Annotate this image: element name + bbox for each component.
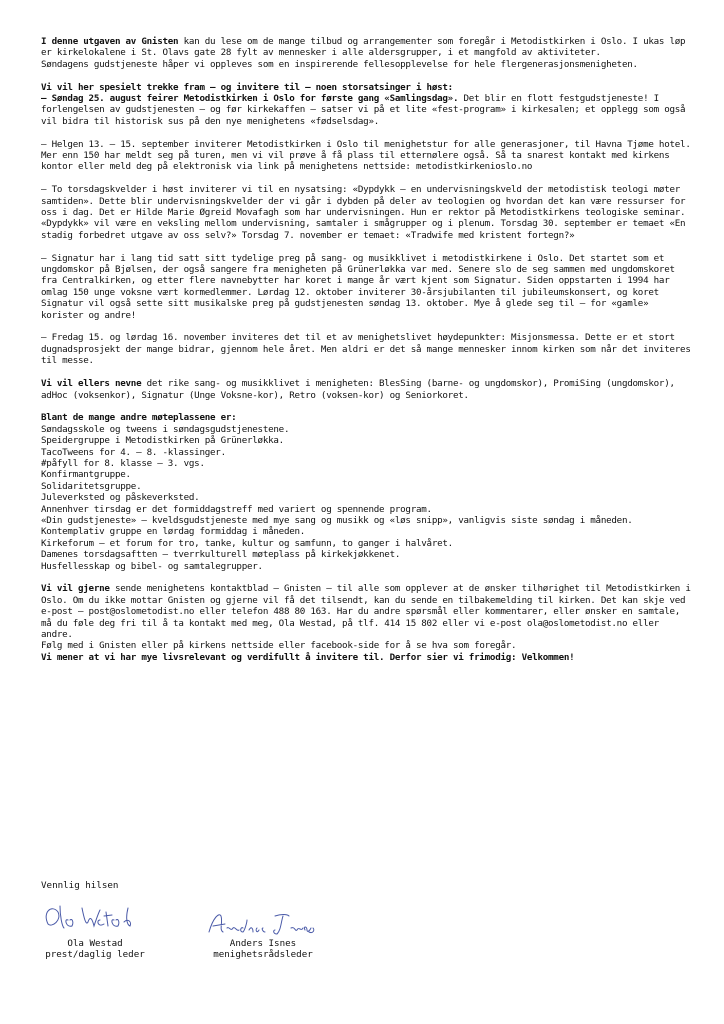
intro-text: kan du lese om de mange tilbud og arrangementer som foregår i Metodistkirken i Oslo. I ukas løp er kirkelokalene i St. Olavs gate 28 fylt av mennesker i alle aldersgrupper, i et mangfold av aktiviteter.: [41, 36, 686, 59]
music-lead: Vi vil ellers nevne: [41, 378, 142, 390]
signature-image-1: [40, 898, 150, 938]
signature-block-2: [198, 908, 328, 961]
meeting-item: Søndagsskole og tweens i søndagsgudstjenestene.: [41, 423, 290, 435]
signer-1-name: Ola Westad: [67, 938, 123, 949]
meeting-item: Konfirmantgruppe.: [41, 469, 131, 481]
highlight-item-4: – Signatur har i lang tid satt sitt tydelige preg på sang- og musikklivet i metodistkirkene i Oslo. Det startet som et ungdomskor på Bjølsen, der også sangere fra menigheten på Grünerløkka var med. Senere slo de seg sammen med ungdomskoret fra Centralkirken, og etter flere navnebytter har koret i mange år vært kjent som Signatur. Siden oppstarten i 1994 har omlag 150 unge voksne vært kormedlemmer. Lørdag 12. oktober inviterer 30-årsjubilanten til jubileumskonsert, og koret Signatur vil også sette sitt musikalske preg på gudstjenesten søndag 13. oktober. Mye å glede seg til – for «gamle» korister og andre!: [41, 252, 675, 321]
welcome-text: Vi mener at vi har mye livsrelevant og verdifullt å invitere til. Derfor sier vi frimodig: Velkommen!: [41, 651, 575, 663]
meeting-item: Kontemplativ gruppe en lørdag formiddag i måneden.: [41, 526, 306, 538]
signer-1-role: prest/daglig leder: [45, 949, 145, 961]
contact-paragraph: [41, 583, 691, 640]
highlight-item-1: [41, 93, 691, 127]
signature-image-2: [203, 908, 323, 938]
contact-lead: Vi vil gjerne: [41, 583, 110, 595]
contact-section: [41, 583, 691, 663]
meeting-item: #påfyll for 8. klasse – 3. vgs.: [41, 457, 205, 469]
meetings-heading: Blant de mange andre møteplassene er:: [41, 412, 237, 424]
intro-lead: I denne utgaven av Gnisten: [41, 36, 179, 47]
intro-line2: Søndagens gudstjeneste håper vi oppleves som en inspirerende fellesopplevelse for hele flergenerasjonsmenigheten.: [41, 58, 638, 70]
contact-text: sende menighetens kontaktblad – Gnisten – til alle som opplever at de ønsker tilhørighet til Metodistkirken i Oslo. Om du ikke mottar Gnisten og gjerne vil få det tilsendt, kan du sende en tilbakemelding til kirken. Det kan skje ved e-post – post@oslometodist.no eller telefon 488 80 163. Har du andre spørsmål eller kommentarer, eller ønsker en samtale, må du føle deg fri til å ta kontakt med meg, Ola Westad, på tlf. 414 15 802 eller vi e-post ola@oslometodist.no eller andre.: [41, 583, 691, 640]
highlight-item-2: – Helgen 13. – 15. september inviterer Metodistkirken i Oslo til menighetstur for alle generasjoner, til Havna Tjøme hotel. Mer enn 150 har meldt seg på turen, men vi vil prøve å få plass til etternølere også. Så ta snarest kontakt med kirkens kontor eller meld deg på elektronisk via link på menighetens nettside: metodistkirkenioslo.no: [41, 138, 691, 173]
music-text: det rike sang- og musikklivet i menigheten: BlesSing (barne- og ungdomskor), PromiSing (ungdomskor), adHoc (voksenkor), Signatur (Unge Voksne-kor), Retro (voksen-kor) og Seniorkoret.: [41, 378, 675, 401]
highlight-item-5: – Fredag 15. og lørdag 16. november inviteres det til et av menighetslivet høydepunkter: Misjonsmessa. Dette er et stort dugnadsprosjekt der mange bidrar, gjennom hele året. Men aldri er det så mange mennesker innom kirken som når det inviteres til messe.: [41, 332, 691, 367]
letter-body: [41, 36, 691, 663]
highlight-item-1-text: Det blir en flott festgudstjeneste! I forlengelsen av gudstjenesten – og før kirkekaffen – satser vi på et lite «fest-program» i kirkesalen; et opplegg som også vil bidra til historisk sus på den nye menighetens «fødselsdag».: [41, 93, 686, 127]
music-paragraph: [41, 378, 691, 401]
meeting-item: Juleverksted og påskeverksted.: [41, 492, 200, 504]
follow-text: Følg med i Gnisten eller på kirkens nettside eller facebook-side for å se hva som foregår.: [41, 640, 517, 652]
highlights-section: [41, 82, 691, 367]
meeting-item: «Din gudstjeneste» – kveldsgudstjeneste med mye sang og musikk og «løs snipp», vanligvis siste søndag i måneden.: [41, 514, 633, 526]
meeting-item: Husfellesskap og bibel- og samtalegrupper.: [41, 560, 263, 572]
highlights-heading: Vi vil her spesielt trekke fram – og invitere til – noen storsatsinger i høst:: [41, 81, 453, 93]
highlight-item-1-lead: – Søndag 25. august feirer Metodistkirken i Oslo for første gang «Samlingsdag».: [41, 93, 459, 105]
meetings-section: [41, 412, 691, 572]
meeting-item: Speidergruppe i Metodistkirken på Grünerløkka.: [41, 435, 284, 447]
meeting-item: Damenes torsdagsaftten – tverrkulturell møteplass på kirkekjøkkenet.: [41, 549, 401, 561]
highlight-item-3: – To torsdagskvelder i høst inviterer vi til en nysatsing: «Dypdykk – en undervisningskveld der metodistisk teologi møter samtiden». Dette blir undervisningskvelder der vi går i dybden på deler av teologien og hvordan det kan være ressurser for oss i dag. Det er Hilde Marie Øgreid Movafagh som har undervisningen. Hun er rektor på Metodistkirkens teologiske seminar. «Dypdykk» vil være en veksling mellom undervisning, samtaler i smågrupper og i plenum. Torsdag 30. september er temaet «En stadig forbedret utgave av oss selv?» Torsdag 7. november er temaet: «Tradwife med kristent fortegn?»: [41, 184, 686, 241]
meeting-item: Solidaritetsgruppe.: [41, 480, 142, 492]
greeting: Vennlig hilsen: [41, 880, 119, 891]
meeting-item: Kirkeforum – et forum for tro, tanke, kultur og samfunn, to ganger i halvåret.: [41, 537, 453, 549]
signature-block-1: [30, 898, 160, 961]
meeting-item: TacoTweens for 4. – 8. -klassinger.: [41, 446, 226, 458]
intro-paragraph: [41, 36, 691, 70]
meeting-item: Annenhver tirsdag er det formiddagstreff med variert og spennende program.: [41, 503, 432, 515]
signer-2-name: Anders Isnes: [229, 938, 297, 949]
signer-2-role: menighetsrådsleder: [213, 949, 313, 961]
